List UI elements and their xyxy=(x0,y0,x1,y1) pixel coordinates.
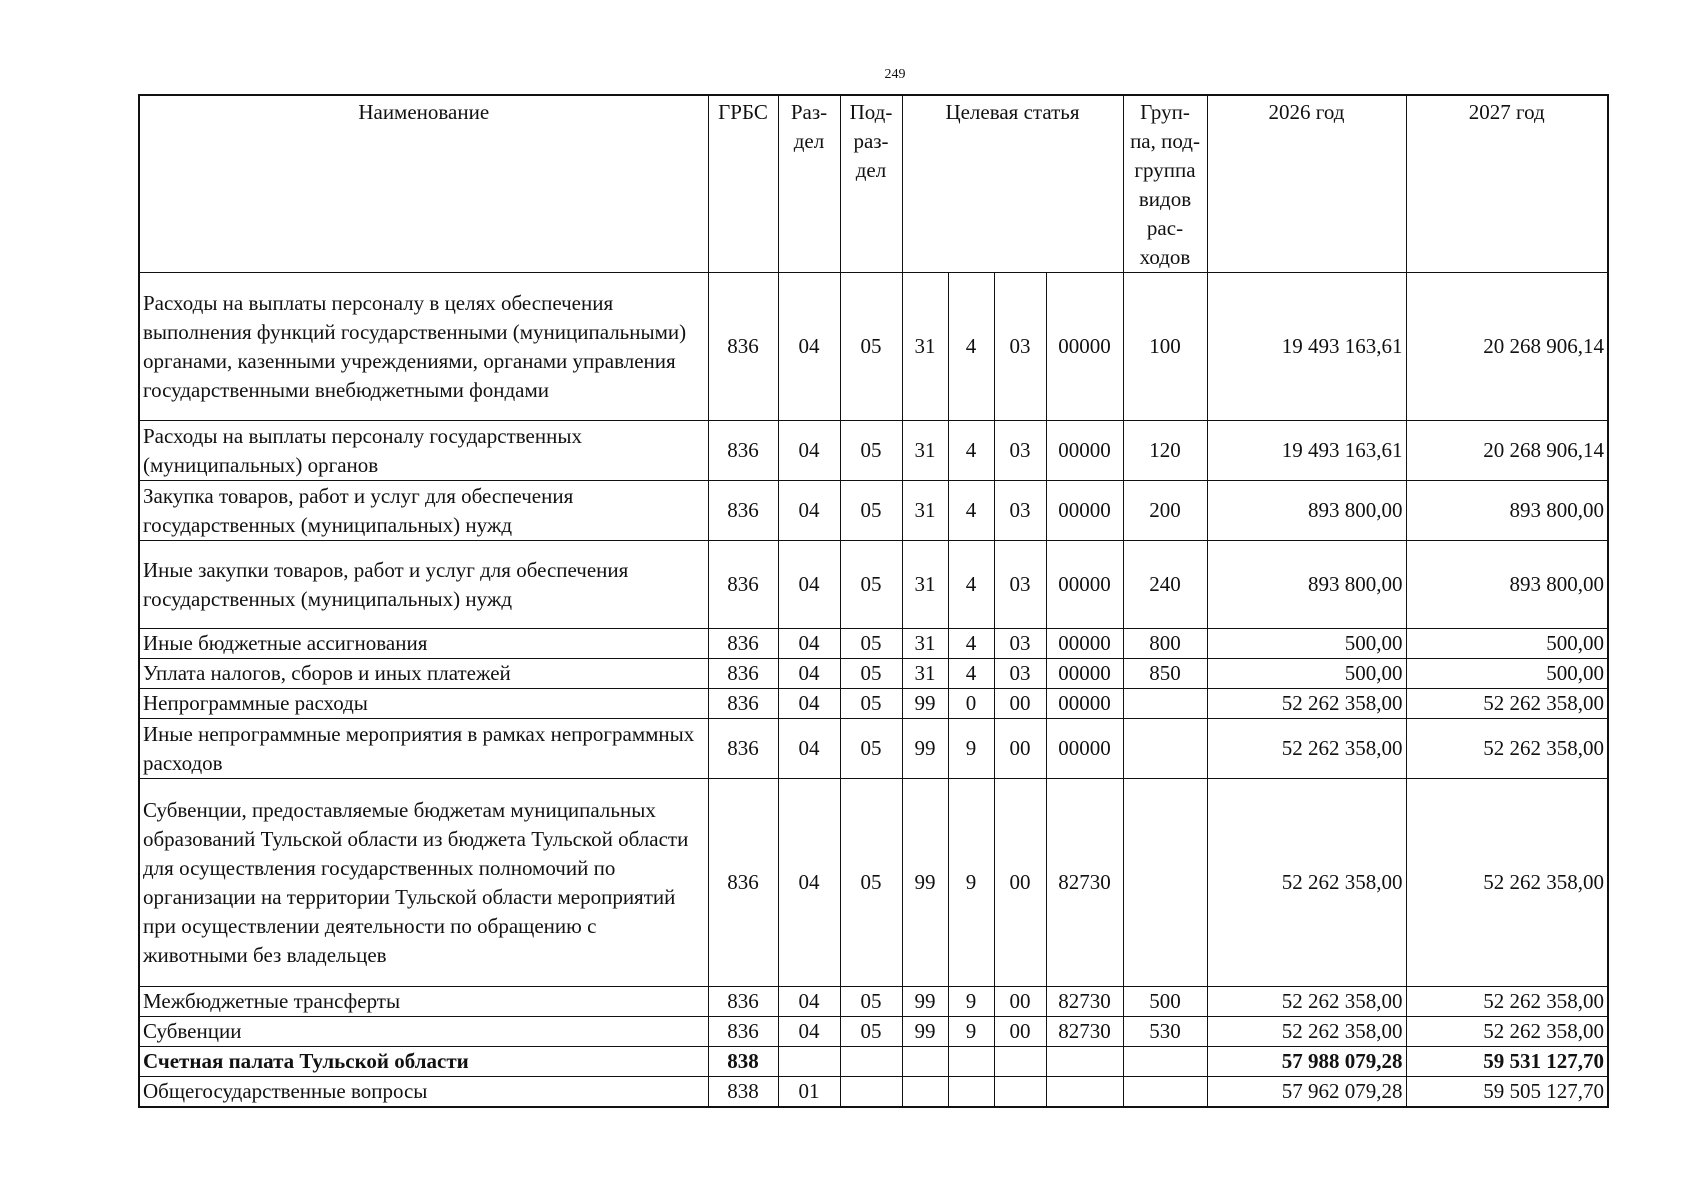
row-amount-2026: 19 493 163,61 xyxy=(1207,273,1406,421)
row-vid-rashodov xyxy=(1123,1077,1207,1108)
row-razdel: 04 xyxy=(778,659,840,689)
row-celevaya-direction: 00000 xyxy=(1046,629,1123,659)
row-celevaya-program xyxy=(902,1077,948,1108)
row-celevaya-type: 9 xyxy=(948,987,994,1017)
row-celevaya-program: 99 xyxy=(902,689,948,719)
row-vid-rashodov: 530 xyxy=(1123,1017,1207,1047)
row-celevaya-type: 9 xyxy=(948,779,994,987)
row-celevaya-direction: 00000 xyxy=(1046,481,1123,541)
table-row xyxy=(139,987,1608,1017)
row-vid-rashodov xyxy=(1123,779,1207,987)
row-grbs: 836 xyxy=(708,719,778,779)
row-celevaya-subprogram: 00 xyxy=(994,779,1046,987)
row-name: Иные закупки товаров, работ и услуг для обеспечения государственных (муниципальных) нужд xyxy=(139,541,708,629)
row-amount-2027: 20 268 906,14 xyxy=(1406,273,1608,421)
row-podrazdel: 05 xyxy=(840,421,902,481)
row-grbs: 836 xyxy=(708,689,778,719)
row-name: Иные непрограммные мероприятия в рамках непрограммных расходов xyxy=(139,719,708,779)
row-razdel: 04 xyxy=(778,273,840,421)
row-amount-2026: 52 262 358,00 xyxy=(1207,719,1406,779)
row-name: Непрограммные расходы xyxy=(139,689,708,719)
row-amount-2027: 52 262 358,00 xyxy=(1406,689,1608,719)
row-celevaya-program: 99 xyxy=(902,1017,948,1047)
row-grbs: 836 xyxy=(708,421,778,481)
row-name: Общегосударственные вопросы xyxy=(139,1077,708,1108)
row-name: Иные бюджетные ассигнования xyxy=(139,629,708,659)
row-amount-2027: 59 531 127,70 xyxy=(1406,1047,1608,1077)
row-celevaya-program: 31 xyxy=(902,273,948,421)
header-name: Наименование xyxy=(139,95,708,273)
row-vid-rashodov: 500 xyxy=(1123,987,1207,1017)
row-celevaya-type: 9 xyxy=(948,1017,994,1047)
row-razdel xyxy=(778,1047,840,1077)
row-vid-rashodov xyxy=(1123,719,1207,779)
row-grbs: 836 xyxy=(708,273,778,421)
row-vid-rashodov: 120 xyxy=(1123,421,1207,481)
table-row xyxy=(139,421,1608,481)
row-celevaya-direction: 82730 xyxy=(1046,987,1123,1017)
row-podrazdel: 05 xyxy=(840,541,902,629)
row-amount-2027: 52 262 358,00 xyxy=(1406,779,1608,987)
row-celevaya-direction: 00000 xyxy=(1046,541,1123,629)
row-celevaya-type: 4 xyxy=(948,481,994,541)
row-celevaya-type: 4 xyxy=(948,541,994,629)
row-celevaya-program: 99 xyxy=(902,719,948,779)
row-celevaya-direction xyxy=(1046,1077,1123,1108)
row-celevaya-type: 4 xyxy=(948,273,994,421)
row-celevaya-program xyxy=(902,1047,948,1077)
row-grbs: 836 xyxy=(708,481,778,541)
row-celevaya-program: 31 xyxy=(902,629,948,659)
row-celevaya-subprogram: 03 xyxy=(994,481,1046,541)
row-celevaya-subprogram xyxy=(994,1077,1046,1108)
row-vid-rashodov xyxy=(1123,689,1207,719)
table-row xyxy=(139,779,1608,987)
row-celevaya-program: 99 xyxy=(902,779,948,987)
row-podrazdel xyxy=(840,1077,902,1108)
row-name: Уплата налогов, сборов и иных платежей xyxy=(139,659,708,689)
table-row xyxy=(139,659,1608,689)
table-row xyxy=(139,629,1608,659)
row-razdel: 04 xyxy=(778,481,840,541)
row-grbs: 836 xyxy=(708,1017,778,1047)
table-row xyxy=(139,273,1608,421)
row-podrazdel: 05 xyxy=(840,689,902,719)
row-name: Расходы на выплаты персоналу государственных (муниципальных) органов xyxy=(139,421,708,481)
row-podrazdel xyxy=(840,1047,902,1077)
row-podrazdel: 05 xyxy=(840,719,902,779)
row-celevaya-direction: 00000 xyxy=(1046,421,1123,481)
header-2026: 2026 год xyxy=(1207,95,1406,273)
row-celevaya-type: 4 xyxy=(948,629,994,659)
row-podrazdel: 05 xyxy=(840,273,902,421)
row-amount-2027: 500,00 xyxy=(1406,629,1608,659)
row-celevaya-subprogram xyxy=(994,1047,1046,1077)
row-amount-2027: 52 262 358,00 xyxy=(1406,1017,1608,1047)
page-number: 249 xyxy=(884,67,906,82)
row-razdel: 04 xyxy=(778,1017,840,1047)
row-celevaya-program: 31 xyxy=(902,481,948,541)
row-celevaya-program: 99 xyxy=(902,987,948,1017)
row-celevaya-program: 31 xyxy=(902,659,948,689)
table-row xyxy=(139,689,1608,719)
row-amount-2027: 500,00 xyxy=(1406,659,1608,689)
row-razdel: 04 xyxy=(778,689,840,719)
row-podrazdel: 05 xyxy=(840,779,902,987)
row-celevaya-type: 4 xyxy=(948,421,994,481)
row-celevaya-type: 4 xyxy=(948,659,994,689)
row-celevaya-type xyxy=(948,1047,994,1077)
row-amount-2027: 893 800,00 xyxy=(1406,481,1608,541)
table-row xyxy=(139,481,1608,541)
row-amount-2027: 59 505 127,70 xyxy=(1406,1077,1608,1108)
row-name: Субвенции xyxy=(139,1017,708,1047)
row-celevaya-direction: 82730 xyxy=(1046,779,1123,987)
row-vid-rashodov: 200 xyxy=(1123,481,1207,541)
row-amount-2027: 893 800,00 xyxy=(1406,541,1608,629)
row-razdel: 04 xyxy=(778,629,840,659)
row-amount-2026: 57 988 079,28 xyxy=(1207,1047,1406,1077)
row-podrazdel: 05 xyxy=(840,629,902,659)
header-2027: 2027 год xyxy=(1406,95,1608,273)
row-grbs: 838 xyxy=(708,1077,778,1108)
table-row xyxy=(139,1017,1608,1047)
row-vid-rashodov: 850 xyxy=(1123,659,1207,689)
row-podrazdel: 05 xyxy=(840,481,902,541)
table-row xyxy=(139,541,1608,629)
row-celevaya-subprogram: 03 xyxy=(994,629,1046,659)
row-razdel: 04 xyxy=(778,779,840,987)
row-amount-2026: 57 962 079,28 xyxy=(1207,1077,1406,1108)
row-grbs: 836 xyxy=(708,541,778,629)
row-amount-2026: 52 262 358,00 xyxy=(1207,1017,1406,1047)
header-razdel: Раз- дел xyxy=(778,95,840,273)
row-celevaya-direction: 00000 xyxy=(1046,719,1123,779)
row-celevaya-subprogram: 00 xyxy=(994,1017,1046,1047)
row-celevaya-type: 9 xyxy=(948,719,994,779)
row-amount-2026: 500,00 xyxy=(1207,629,1406,659)
header-podrazdel: Под- раз- дел xyxy=(840,95,902,273)
row-grbs: 836 xyxy=(708,659,778,689)
row-vid-rashodov xyxy=(1123,1047,1207,1077)
row-podrazdel: 05 xyxy=(840,1017,902,1047)
row-celevaya-direction xyxy=(1046,1047,1123,1077)
row-celevaya-subprogram: 03 xyxy=(994,273,1046,421)
budget-table xyxy=(138,94,1609,1108)
row-amount-2026: 52 262 358,00 xyxy=(1207,779,1406,987)
row-razdel: 01 xyxy=(778,1077,840,1108)
row-amount-2026: 500,00 xyxy=(1207,659,1406,689)
row-razdel: 04 xyxy=(778,541,840,629)
row-amount-2026: 52 262 358,00 xyxy=(1207,689,1406,719)
row-celevaya-direction: 00000 xyxy=(1046,659,1123,689)
row-grbs: 836 xyxy=(708,629,778,659)
row-amount-2027: 20 268 906,14 xyxy=(1406,421,1608,481)
row-grbs: 838 xyxy=(708,1047,778,1077)
table-row xyxy=(139,1077,1608,1108)
row-grbs: 836 xyxy=(708,987,778,1017)
row-name: Счетная палата Тульской области xyxy=(139,1047,708,1077)
row-celevaya-subprogram: 03 xyxy=(994,659,1046,689)
row-razdel: 04 xyxy=(778,421,840,481)
row-amount-2027: 52 262 358,00 xyxy=(1406,719,1608,779)
row-amount-2026: 52 262 358,00 xyxy=(1207,987,1406,1017)
row-razdel: 04 xyxy=(778,987,840,1017)
row-celevaya-type xyxy=(948,1077,994,1108)
row-celevaya-direction: 00000 xyxy=(1046,689,1123,719)
row-celevaya-subprogram: 00 xyxy=(994,689,1046,719)
header-grbs: ГРБС xyxy=(708,95,778,273)
row-celevaya-subprogram: 03 xyxy=(994,421,1046,481)
row-name: Расходы на выплаты персоналу в целях обеспечения выполнения функций государственными (муниципальными) органами, казенными учреждениями, органами управления государственными внебюджетными фондами xyxy=(139,273,708,421)
row-razdel: 04 xyxy=(778,719,840,779)
table-body xyxy=(139,273,1608,1108)
row-celevaya-subprogram: 00 xyxy=(994,987,1046,1017)
row-celevaya-direction: 00000 xyxy=(1046,273,1123,421)
row-amount-2027: 52 262 358,00 xyxy=(1406,987,1608,1017)
row-celevaya-program: 31 xyxy=(902,541,948,629)
table-header xyxy=(139,95,1608,273)
table-row xyxy=(139,1047,1608,1077)
row-podrazdel: 05 xyxy=(840,659,902,689)
row-name: Субвенции, предоставляемые бюджетам муниципальных образований Тульской области из бюджета Тульской области для осуществления государственных полномочий по организации на территории Тульской области мероприятий при осуществлении деятельности по обращению с животными без владельцев xyxy=(139,779,708,987)
row-celevaya-type: 0 xyxy=(948,689,994,719)
row-amount-2026: 893 800,00 xyxy=(1207,541,1406,629)
row-podrazdel: 05 xyxy=(840,987,902,1017)
row-celevaya-subprogram: 00 xyxy=(994,719,1046,779)
row-vid-rashodov: 800 xyxy=(1123,629,1207,659)
header-gruppa-vidov-rashodov: Груп- па, под- группа видов рас- ходов xyxy=(1123,95,1207,273)
row-celevaya-direction: 82730 xyxy=(1046,1017,1123,1047)
row-vid-rashodov: 240 xyxy=(1123,541,1207,629)
row-celevaya-program: 31 xyxy=(902,421,948,481)
table-row xyxy=(139,719,1608,779)
row-celevaya-subprogram: 03 xyxy=(994,541,1046,629)
row-name: Межбюджетные трансферты xyxy=(139,987,708,1017)
row-amount-2026: 893 800,00 xyxy=(1207,481,1406,541)
row-vid-rashodov: 100 xyxy=(1123,273,1207,421)
row-grbs: 836 xyxy=(708,779,778,987)
header-celevaya-statya: Целевая статья xyxy=(902,95,1123,273)
row-name: Закупка товаров, работ и услуг для обеспечения государственных (муниципальных) нужд xyxy=(139,481,708,541)
row-amount-2026: 19 493 163,61 xyxy=(1207,421,1406,481)
